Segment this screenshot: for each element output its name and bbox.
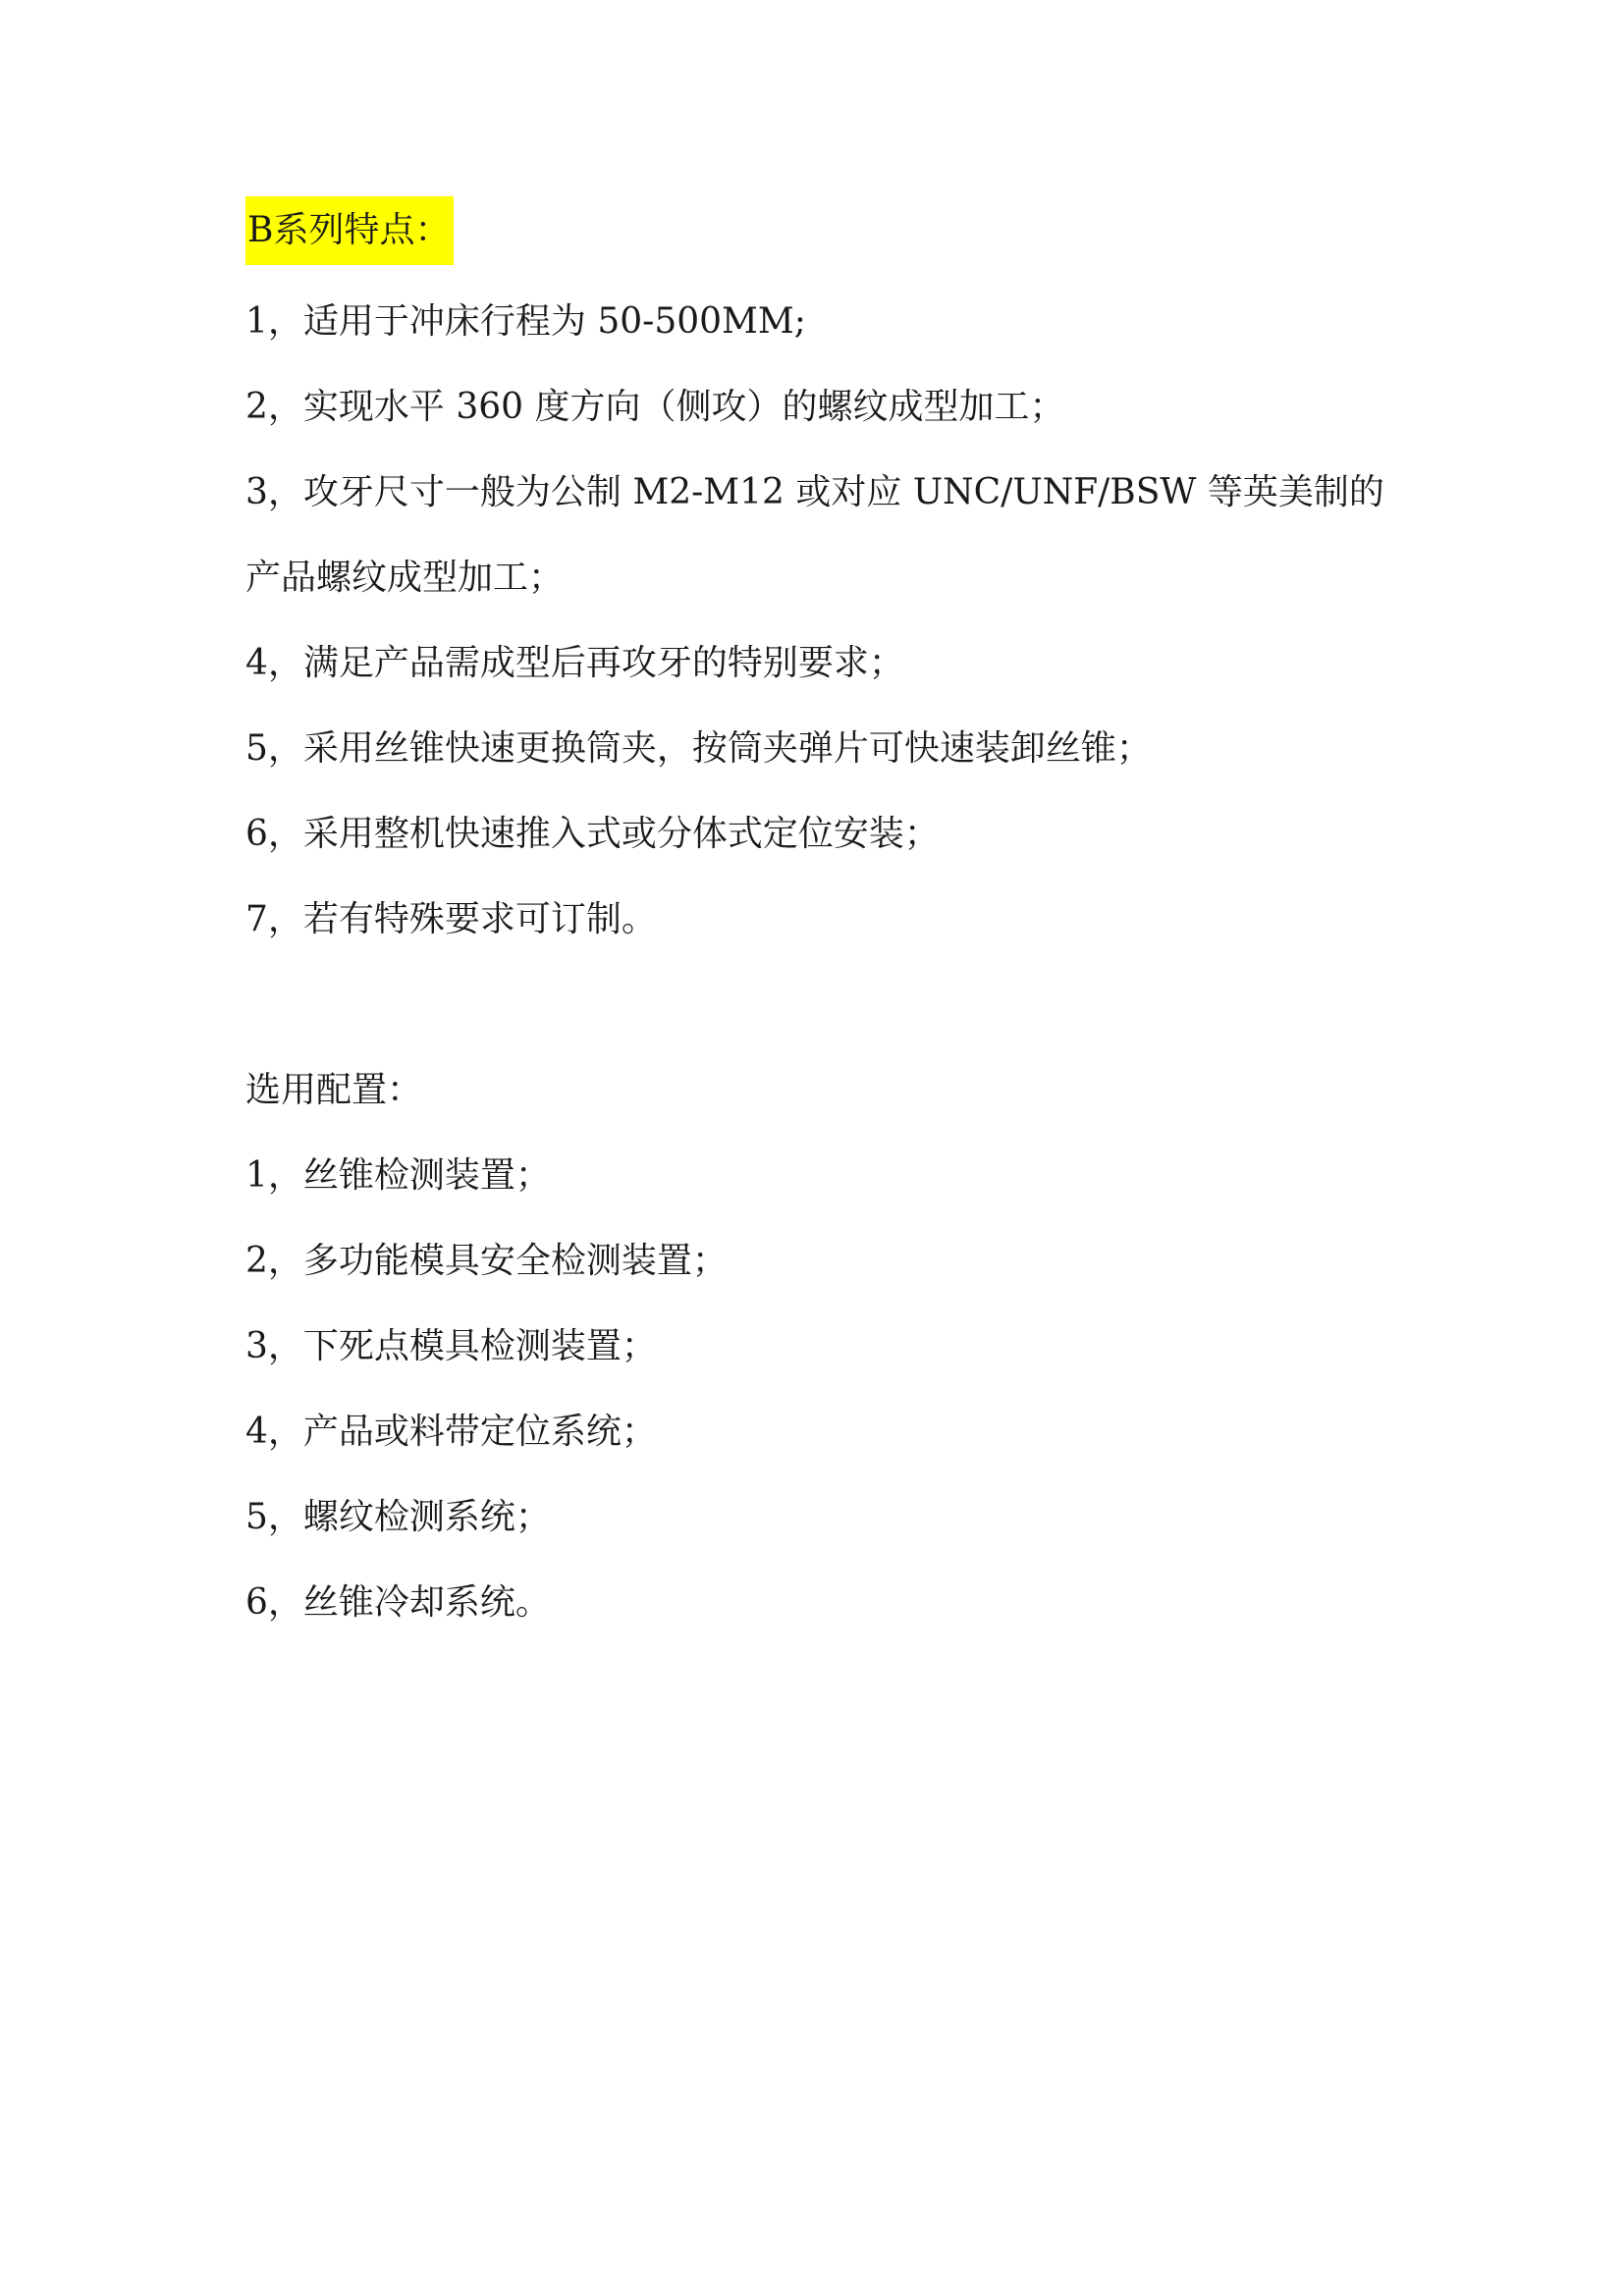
features-item: 6，采用整机快速推入式或分体式定位安装； <box>245 814 940 854</box>
features-item: 4，满足产品需成型后再攻牙的特别要求； <box>245 643 904 683</box>
features-item: 1，适用于冲床行程为 50-500MM; <box>245 301 806 342</box>
features-item: 7，若有特殊要求可订制。 <box>245 899 657 939</box>
document-page <box>245 196 1424 1645</box>
options-item: 3，下死点模具检测装置； <box>245 1326 657 1366</box>
section-spacer <box>245 962 1424 1047</box>
options-item: 5，螺纹检测系统； <box>245 1497 551 1537</box>
options-item: 6，丝锥冷却系统。 <box>245 1582 551 1623</box>
options-section <box>245 1047 1424 1645</box>
options-item: 1，丝锥检测装置； <box>245 1155 551 1196</box>
features-item: 5，采用丝锥快速更换筒夹，按筒夹弹片可快速装卸丝锥； <box>245 728 1152 769</box>
features-section <box>245 196 1424 962</box>
features-item: 2，实现水平 360 度方向（侧攻）的螺纹成型加工； <box>245 387 1065 427</box>
options-item: 4，产品或料带定位系统； <box>245 1412 657 1452</box>
options-heading: 选用配置： <box>245 1070 423 1110</box>
options-item: 2，多功能模具安全检测装置； <box>245 1241 728 1281</box>
features-item: 3，攻牙尺寸一般为公制 M2-M12 或对应 UNC/UNF/BSW 等英美制的 <box>245 472 1384 512</box>
features-heading: B系列特点： <box>245 196 454 265</box>
features-item-continuation: 产品螺纹成型加工； <box>245 558 565 598</box>
